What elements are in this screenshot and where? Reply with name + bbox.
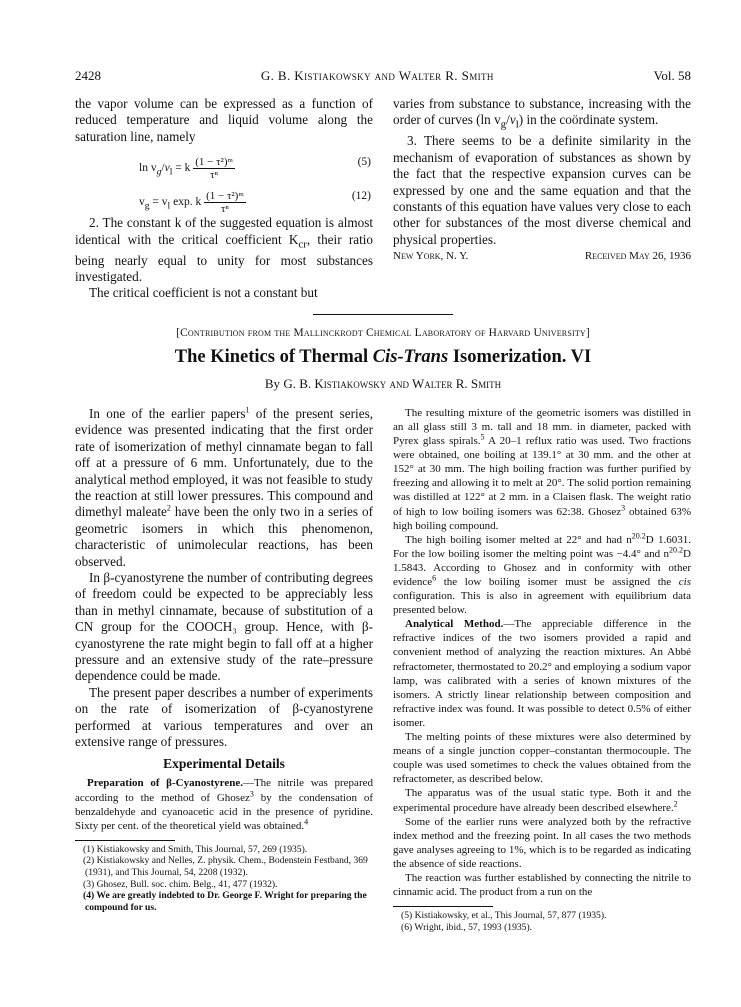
footnote: (1) Kistiakowsky and Smith, This Journal, 57, 269 (1935).: [83, 843, 308, 855]
paragraph-text: The apparatus was of the usual static type. Both it and the experimental procedure have already been described elsewhere.: [393, 787, 691, 814]
superscript: 20.2: [631, 531, 646, 541]
footnote: (2) Kistiakowsky and Nelles, Z. physik. Chem., Bodenstein Festband, 369 (1931), and This Journal, 54, 2208 (1932).: [83, 855, 368, 878]
paragraph-text: D 1.5843. According to Ghosez and in conformity with other evidence: [393, 547, 691, 589]
paragraph-text: obtained 63% high boiling compound.: [393, 505, 691, 532]
footnote-ref[interactable]: 3: [621, 502, 626, 512]
paragraph-text: The resulting mixture of the geometric isomers was distilled in an all glass still 3 m. tall and 18 mm. in diameter, packed with Pyrex glass spirals.: [393, 406, 691, 448]
footnote-ref[interactable]: 1: [245, 405, 250, 415]
paragraph-text: D 1.6031. For the low boiling isomer the melting point was −4.4° and n: [393, 533, 691, 560]
paragraph-text: A 20–1 reflux ratio was used. Two fractions were obtained, one boiling at 139.1° at 30 mm. and the other at 152° at 30 mm. The high boiling fraction was further purified by freezing and allowing it to melt at 20°. The solid portion remaining was distilled at 122° at 2 mm. in a Claisen flask. The weight ratio of high to low boiling isomers was 62:38. Ghosez: [393, 435, 691, 518]
volume-number: Vol. 58: [653, 68, 691, 83]
running-head-authors: G. B. Kistiakowsky and Walter R. Smith: [260, 68, 494, 83]
paragraph-text: , their ratio being nearly equal to unity for most substances investigated.: [75, 231, 373, 285]
subscript: cr: [298, 238, 307, 251]
paragraph: The reaction was further established by connecting the nitrile to cinnamic acid. The product from a run on the: [393, 871, 691, 899]
footnote: (4) We are greatly indebted to Dr. George F. Wright for preparing the compound for us.: [83, 890, 367, 913]
equation-term: ln v: [139, 162, 157, 175]
italic-text: cis: [678, 576, 691, 589]
paragraph-text: have been the only two in a series of geometric isomers in which this phenomenon, characteristic of unimolecular reactions, has been observed.: [75, 504, 373, 569]
fraction-denominator: τⁿ: [220, 203, 229, 216]
footnote-rule: [393, 906, 493, 907]
paragraph-text: of the present series, evidence was presented indicating that the first order rate of isomerization of methyl cinnamate began to fall off at a pressure of 6 mm. Unfortunately, due to the analytical method employed, it was not feasible to study the reaction at still lower pressures. This compound and dimethyl maleate: [75, 405, 373, 520]
paragraph: [75, 776, 373, 832]
page-number: 2428: [75, 68, 101, 83]
paragraph: [75, 215, 373, 285]
footnote-ref[interactable]: 2: [166, 503, 171, 513]
fraction-numerator: (1 − τ²)ᵐ: [206, 190, 244, 203]
fraction-denominator: τⁿ: [210, 169, 218, 182]
equation-12: $v_g = v_l$ exp. k $\frac{\text{(1 − τ²)ᵐ}}{\text{τⁿ}}$ (12): [139, 190, 371, 216]
previous-article-right-column: [393, 96, 691, 302]
equation-number: (12): [351, 190, 371, 203]
byline-authors: G. B. Kistiakowsky and Walter R. Smith: [283, 375, 502, 391]
address: New York, N. Y.: [393, 250, 469, 263]
footnote: (5) Kistiakowsky, et al., This Journal, 57, 877 (1935).: [401, 910, 607, 922]
received-date: Received May 26, 1936: [584, 250, 691, 263]
fraction-numerator: (1 − τ²)ᵐ: [195, 156, 233, 169]
run-in-heading: Preparation of β-Cyanostyrene.: [87, 777, 243, 790]
paragraph: [393, 617, 691, 730]
equation-fraction: [193, 156, 235, 181]
paragraph-text: by the condensation of benzaldehyde and cyanoacetic acid in the presence of pyridine. Sixty per cent. of the theoretical yield was obtained.: [75, 791, 373, 832]
paragraph: In β-cyanostyrene the number of contributing degrees of freedom could be expected to be appreciably less than in methyl cinnamate, because of substitution of a CN group for the COOCH₃ group. Hence, with β-cyanostyrene the rate might begin to fall off at a higher pressure and an extensive study of the rate–pressure dependence could be made.: [75, 569, 373, 684]
previous-article: [75, 96, 691, 302]
paragraph: 3. There seems to be a definite similarity in the mechanism of evaporation of substances as shown by the fact that the respective expansion curves can be expressed by one and the same equation and that the constants of this equation have values very close to each other for substances of the most diverse chemical and physical properties.: [393, 133, 691, 247]
paragraph: Some of the earlier runs were analyzed both by the refractive index method and the freezing point. In all cases the two methods gave analyses agreeing to 1%, which is to be regarded as indicating the absence of side reactions.: [393, 815, 691, 870]
paragraph: [393, 786, 691, 814]
paragraph: [75, 406, 373, 570]
previous-article-left-column: [75, 96, 373, 302]
footnote-ref[interactable]: 2: [673, 798, 678, 808]
equation-term: = k: [172, 162, 191, 175]
article-body: [75, 406, 691, 933]
paragraph-text: The high boiling isomer melted at 22° and had n: [405, 533, 632, 546]
right-column: [393, 406, 691, 933]
footnote-ref[interactable]: 3: [249, 788, 254, 798]
paragraph: [393, 533, 691, 618]
footnote: (6) Wright, ibid., 57, 1993 (1935).: [401, 921, 533, 933]
paragraph-text: configuration. This is also in agreement with equilibrium data presented below.: [393, 590, 691, 617]
paragraph-text: 2. The constant k of the suggested equation is almost identical with the critical coefficient K: [75, 215, 373, 247]
article-divider: [313, 314, 453, 315]
superscript: 20.2: [669, 545, 684, 555]
byline-prefix: By: [264, 375, 284, 391]
paragraph: [393, 406, 691, 533]
running-head: [75, 68, 691, 84]
left-column: [75, 406, 373, 933]
paragraph: the vapor volume can be expressed as a function of reduced temperature and liquid volume along the saturation line, namely: [75, 96, 373, 144]
footnote: (3) Ghosez, Bull. soc. chim. Belg., 41, 477 (1932).: [83, 878, 278, 890]
paragraph: The melting points of these mixtures were also determined by means of a single junction copper–constantan thermocouple. The couple was used sometimes to check the values obtained from the refractometer, as described below.: [393, 731, 691, 786]
section-heading: Experimental Details: [163, 756, 285, 772]
paragraph-text: the low boiling isomer must be assigned the: [436, 576, 679, 589]
footnote-ref[interactable]: 6: [432, 573, 437, 583]
footnote-ref[interactable]: 4: [304, 817, 309, 827]
equation-5: $\ln v_g/v_l = k$ $\frac{\text{(1 − τ²)ᵐ}}{\text{τⁿ}}$ (5): [139, 156, 371, 182]
equation-number: (5): [357, 156, 371, 169]
address-line: [393, 250, 691, 262]
paragraph-text: In one of the earlier papers: [89, 405, 246, 421]
article-title: [75, 347, 691, 368]
byline: [75, 376, 691, 392]
title-text: The Kinetics of Thermal: [174, 346, 373, 367]
equation-term: v: [139, 196, 145, 209]
contribution-line: [Contribution from the Mallinckrodt Chemical Laboratory of Harvard University]: [176, 326, 590, 339]
footnote-rule: [75, 840, 175, 841]
title-text: Isomerization. VI: [448, 346, 592, 367]
run-in-heading: Analytical Method.: [405, 618, 504, 631]
equation-term: = v: [149, 196, 168, 209]
paragraph: The present paper describes a number of experiments on the rate of isomerization of β-cyanostyrene performed at various temperatures and over an extensive range of pressures.: [75, 684, 373, 750]
paragraph: varies from substance to substance, increasing with the order of curves (ln $v_g/v_l$) in the coördinate system.: [393, 96, 691, 132]
equation-fraction: [204, 190, 246, 215]
paragraph-text: —The appreciable difference in the refractive indices of the two isomers provided a rapid and convenient method of analyzing the reaction mixtures. An Abbé refractometer, thermostated to 20.2° and employing a sodium vapor lamp, was calibrated with a series of known mixtures of the isomers. A strictly linear relationship between composition and refractive index was found. It was possible to detect 0.5% of either isomer.: [393, 618, 691, 729]
paragraph: The critical coefficient is not a constant but: [89, 285, 318, 301]
equation-term: exp. k: [170, 196, 202, 209]
title-italic: Cis-Trans: [372, 346, 449, 367]
footnote-ref[interactable]: 5: [480, 432, 485, 442]
paragraph-text: varies from substance to substance, increasing with the order of curves (ln v: [393, 96, 691, 128]
paragraph-text: ) in the coördinate system.: [518, 112, 659, 128]
paragraph-text: —The nitrile was prepared according to the method of Ghosez: [75, 777, 373, 804]
